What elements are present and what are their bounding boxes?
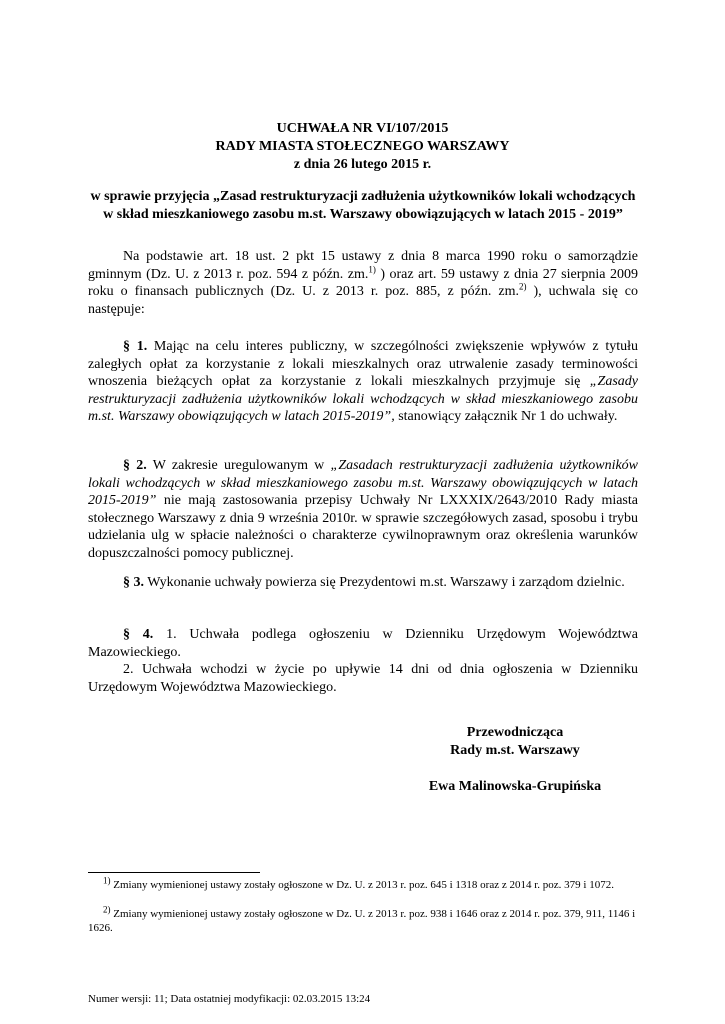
footnote-1-mark: 1) (103, 875, 111, 886)
section-2-text-1: W zakresie uregulowanym w (146, 458, 331, 473)
section-1-italic: „Zasady restrukturyzacji zadłużenia użytkowników lokali wchodzących w skład mieszkaniowego zasobu m.st. Warszawy obowiązujących w latach 2015-2019”, (88, 374, 638, 425)
footnote-divider (88, 872, 260, 873)
section-3-text: Wykonanie uchwały powierza się Prezydentowi m.st. Warszawy i zarządom dzielnic. (144, 575, 625, 590)
resolution-number: UCHWAŁA NR VI/107/2015 (276, 121, 449, 136)
section-1-text-1: Mając na celu interes publiczny, w szczególności zwiększenie wpływów z tytułu zaległych opłat za korzystanie z lokali mieszkalnych oraz utrwalenie zasady terminowości wnoszenia bieżących opłat za korzystanie z lokali mieszkalnych przyjmuje się (88, 339, 639, 390)
resolution-date: z dnia 26 lutego 2015 r. (293, 157, 432, 172)
legal-basis-text-3: ), uchwala się co następuje: (88, 284, 638, 317)
section-4-text-2: 2. Uchwała wchodzi w życie po upływie 14 dni od dnia ogłoszenia w Dzienniku Urzędowym Województwa Mazowieckiego. (88, 662, 638, 695)
section-2-text-2: nie mają zastosowania przepisy Uchwały Nr LXXXIX/2643/2010 Rady miasta stołecznego Warszawy z dnia 9 września 2010r. w sprawie szczegółowych zasad, sposobu i trybu udzielania ulg w spłacie należności o charakterze cywilnoprawnym oraz określenia warunków dopuszczalności pomocy publicznej. (88, 493, 638, 561)
council-name: RADY MIASTA STOŁECZNEGO WARSZAWY (215, 139, 510, 154)
legal-basis-text-2: ) oraz art. 59 ustawy z dnia 27 sierpnia 2009 roku o finansach publicznych (Dz. U. z 2013 r. poz. 885, z późn. zm. (88, 266, 638, 300)
footnote-2 (88, 904, 648, 935)
section-2-mark: § 2. (123, 458, 147, 473)
section-4-point-2 (88, 661, 638, 696)
signature-role-chair: Przewodnicząca (466, 725, 564, 740)
signature-role-council: Rady m.st. Warszawy (450, 743, 580, 758)
footnote-2-mark: 2) (103, 904, 111, 915)
section-4-paragraph (88, 626, 638, 661)
signature-name: Ewa Malinowska-Grupińska (428, 779, 602, 794)
section-4-mark: § 4. (123, 627, 154, 642)
footnote-2-text: Zmiany wymienionej ustawy zostały ogłoszone w Dz. U. z 2013 r. poz. 938 i 1646 oraz z 2014 r. poz. 379, 911, 1146 i 1626. (88, 908, 636, 934)
footnote-ref-2: 2) (518, 281, 527, 292)
section-1-mark: § 1. (123, 339, 148, 354)
version-footer: Numer wersji: 11; Data ostatniej modyfikacji: 02.03.2015 13:24 (88, 993, 371, 1005)
footnote-1 (88, 875, 648, 892)
section-3-mark: § 3. (123, 575, 144, 590)
section-2-italic: „Zasadach restrukturyzacji zadłużenia użytkowników lokali wchodzących w skład mieszkaniowego zasobu m.st. Warszawy obowiązujących w latach 2015-2019” (88, 458, 639, 509)
resolution-subject: w sprawie przyjęcia „Zasad restrukturyzacji zadłużenia użytkowników lokali wchodzących w skład mieszkaniowego zasobu m.st. Warszawy obowiązujących w latach 2015 - 2019” (90, 189, 636, 222)
section-3-paragraph (88, 574, 638, 592)
footnote-1-text: Zmiany wymienionej ustawy zostały ogłoszone w Dz. U. z 2013 r. poz. 645 i 1318 oraz z 2014 r. poz. 379 i 1072. (110, 879, 614, 891)
section-4-text-1: 1. Uchwała podlega ogłoszeniu w Dzienniku Urzędowym Województwa Mazowieckiego. (88, 627, 638, 660)
section-2-paragraph (88, 457, 638, 563)
legal-basis-paragraph (88, 248, 638, 318)
section-1-paragraph (88, 338, 638, 426)
legal-basis-text-1: Na podstawie art. 18 ust. 2 pkt 15 ustawy z dnia 8 marca 1990 roku o samorządzie gminnym (Dz. U. z 2013 r. poz. 594 z późn. zm. (88, 249, 638, 282)
section-1-text-2: stanowiący załącznik Nr 1 do uchwały. (394, 409, 618, 425)
footnote-ref-1: 1) (368, 263, 376, 274)
